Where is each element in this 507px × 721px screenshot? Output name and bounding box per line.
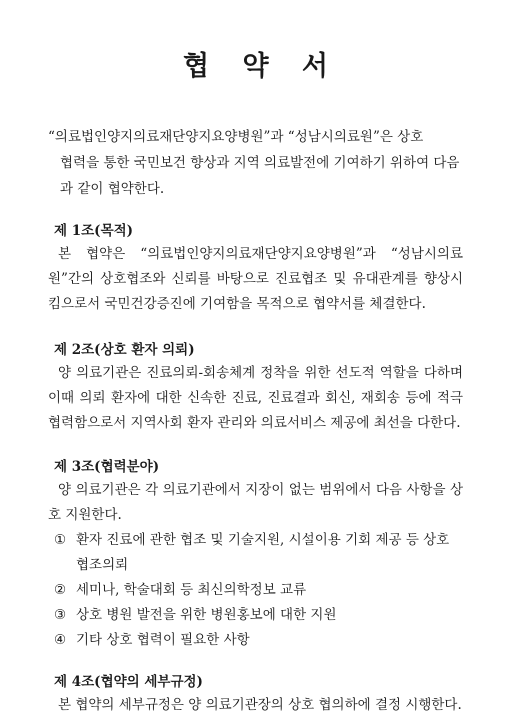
article-2 [48,339,463,436]
item-text: 기타 상호 협력이 필요한 사항 [76,632,250,648]
item-text: 상호 병원 발전을 위한 병원홍보에 대한 지원 [76,607,337,623]
item-number: ② [54,582,67,598]
article-2-body: 양 의료기관은 진료의뢰-회송체계 정착을 위한 선도적 역할을 다하며 이때 의뢰 환자에 대한 신속한 진료, 진료결과 회신, 재회송 등에 적극 협력함으로서 지역사회 환자 관리와 의료서비스 제공에 최선을 다한다. [48,365,463,431]
item-text: 환자 진료에 관한 협조 및 기술지원, 시설이용 기회 제공 등 상호 협조의뢰 [76,532,450,573]
document-title: 협 약 서 [182,51,341,82]
item-number: ① [54,532,67,548]
list-item [48,628,463,653]
article-2-heading: 제 2조(상호 환자 의뢰) [54,342,195,358]
article-4 [48,671,463,718]
list-item [48,603,463,628]
article-4-body: 본 협약의 세부규정은 양 의료기관장의 상호 협의하에 결정 시행한다. [58,697,462,713]
article-4-heading: 제 4조(협약의 세부규정) [54,674,203,690]
item-number: ③ [54,607,67,623]
list-item [48,578,463,603]
article-3-heading: 제 3조(협력분야) [54,459,160,475]
intro-line-1: “의료법인양지의료재단양지요양병원”과 “성남시의료원”은 상호 [48,129,424,145]
item-text: 세미나, 학술대회 등 최신의학정보 교류 [76,582,307,598]
article-3-list [48,528,463,653]
article-3 [48,456,463,653]
article-1-heading: 제 1조(목적) [54,223,134,239]
intro-continuation: 협력을 통한 국민보건 향상과 지역 의료발전에 기여하기 위하여 다음과 같이 협약한다. [60,155,460,197]
item-number: ④ [54,632,67,648]
article-1-body: 본 협약은 “의료법인양지의료재단양지요양병원”과 “성남시의료원”간의 상호협조와 신뢰를 바탕으로 진료협조 및 유대관계를 향상시킴으로서 국민건강증진에 기여함을 목적으로 협약서를 체결한다. [48,246,463,312]
article-1 [48,220,463,317]
article-3-body: 양 의료기관은 각 의료기관에서 지장이 없는 범위에서 다음 사항을 상호 지원한다. [48,482,463,523]
list-item [48,528,463,578]
intro-paragraph [48,124,463,202]
